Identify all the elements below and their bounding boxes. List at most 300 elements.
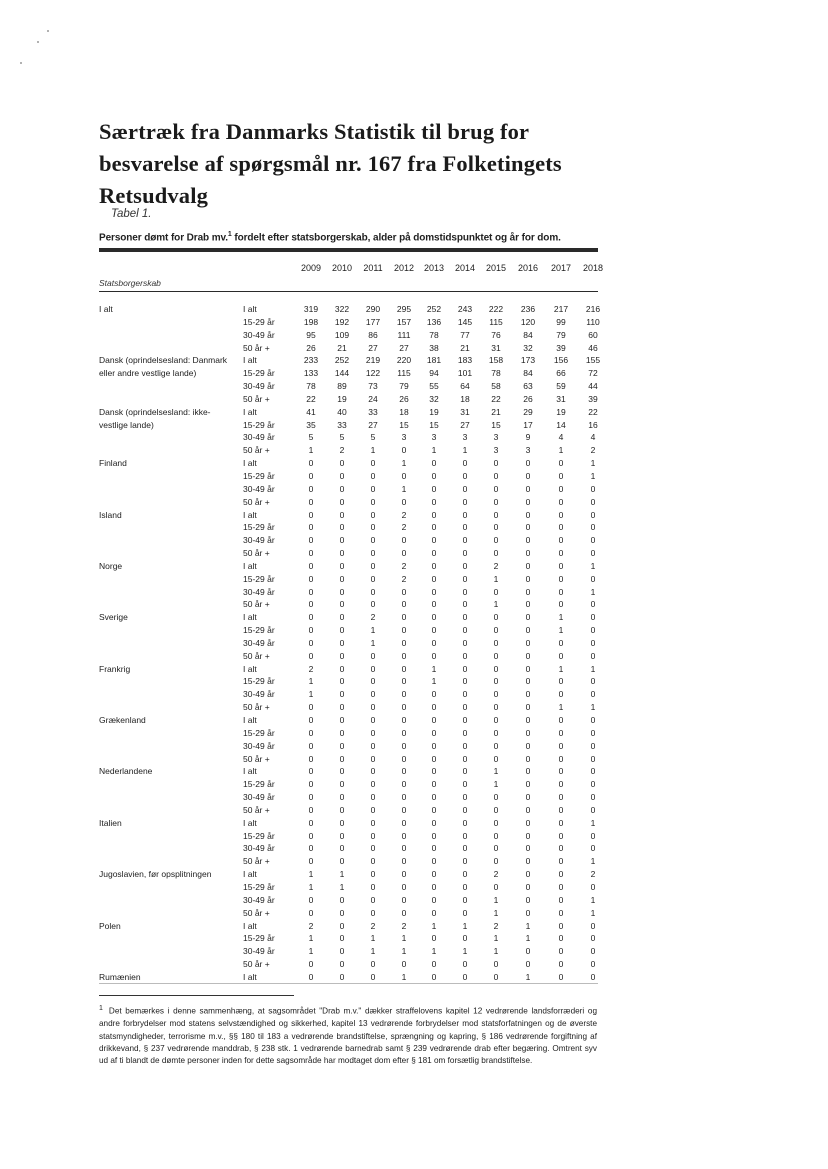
table-cell: 17 xyxy=(523,419,533,430)
table-cell: 0 xyxy=(401,881,407,892)
table-cell: 1 xyxy=(590,663,596,674)
table-cell: 0 xyxy=(590,612,596,623)
table-cell: 0 xyxy=(339,599,345,610)
table-cell: 122 xyxy=(365,368,381,379)
table-cell: 0 xyxy=(558,881,564,892)
table-cell: 1 xyxy=(525,920,531,931)
table-cell: 2 xyxy=(493,869,499,880)
table-cell: 60 xyxy=(588,329,598,340)
table-row xyxy=(0,534,828,547)
table-cell: 26 xyxy=(523,393,533,404)
table-cell: 0 xyxy=(462,971,468,982)
age-group-label: 15-29 år xyxy=(243,933,275,944)
table-cell: 192 xyxy=(334,316,350,327)
table-cell: 220 xyxy=(396,355,412,366)
table-cell: 94 xyxy=(429,368,439,379)
table-cell: 33 xyxy=(337,419,347,430)
year-header: 2009 xyxy=(300,263,322,273)
table-cell: 0 xyxy=(339,470,345,481)
footnote-rule xyxy=(99,995,294,996)
table-row xyxy=(0,611,828,624)
table-cell: 0 xyxy=(431,933,437,944)
age-group-label: 30-49 år xyxy=(243,329,275,340)
table-cell: 0 xyxy=(308,625,314,636)
table-cell: 158 xyxy=(488,355,504,366)
table-cell: 86 xyxy=(368,329,378,340)
table-cell: 1 xyxy=(525,971,531,982)
table-cell: 0 xyxy=(339,663,345,674)
table-cell: 0 xyxy=(590,625,596,636)
age-group-label: 30-49 år xyxy=(243,792,275,803)
table-cell: 0 xyxy=(339,933,345,944)
table-cell: 2 xyxy=(590,869,596,880)
table-cell: 0 xyxy=(308,470,314,481)
table-cell: 0 xyxy=(339,894,345,905)
table-row xyxy=(0,316,828,329)
table-cell: 0 xyxy=(308,907,314,918)
table-cell: 0 xyxy=(462,753,468,764)
table-cell: 0 xyxy=(308,766,314,777)
table-cell: 58 xyxy=(491,381,501,392)
table-cell: 0 xyxy=(308,740,314,751)
table-cell: 0 xyxy=(339,907,345,918)
table-cell: 0 xyxy=(493,522,499,533)
age-group-label: I alt xyxy=(243,406,257,417)
table-cell: 0 xyxy=(339,586,345,597)
table-cell: 0 xyxy=(401,766,407,777)
table-cell: 0 xyxy=(558,959,564,970)
table-cell: 0 xyxy=(493,702,499,713)
table-cell: 1 xyxy=(401,946,407,957)
table-cell: 0 xyxy=(370,894,376,905)
table-cell: 0 xyxy=(431,971,437,982)
table-cell: 1 xyxy=(370,933,376,944)
table-cell: 0 xyxy=(431,535,437,546)
table-cell: 0 xyxy=(308,548,314,559)
table-cell: 0 xyxy=(401,650,407,661)
table-row xyxy=(0,329,828,342)
table-cell: 0 xyxy=(339,766,345,777)
table-cell: 89 xyxy=(337,381,347,392)
table-cell: 0 xyxy=(431,766,437,777)
table-cell: 3 xyxy=(401,432,407,443)
table-cell: 0 xyxy=(431,496,437,507)
citizenship-label: I alt xyxy=(99,304,113,314)
table-cell: 0 xyxy=(370,881,376,892)
table-cell: 0 xyxy=(401,804,407,815)
table-cell: 319 xyxy=(303,304,319,314)
table-cell: 33 xyxy=(368,406,378,417)
table-cell: 27 xyxy=(460,419,470,430)
table-cell: 0 xyxy=(339,509,345,520)
table-cell: 0 xyxy=(590,830,596,841)
table-cell: 0 xyxy=(590,946,596,957)
age-group-label: 15-29 år xyxy=(243,727,275,738)
table-cell: 1 xyxy=(308,445,314,456)
table-cell: 0 xyxy=(525,715,531,725)
age-group-label: 30-49 år xyxy=(243,894,275,905)
citizenship-label: eller andre vestlige lande) xyxy=(99,368,197,379)
age-group-label: I alt xyxy=(243,612,257,623)
table-cell: 0 xyxy=(558,509,564,520)
table-cell: 0 xyxy=(558,727,564,738)
table-cell: 1 xyxy=(431,663,437,674)
table-cell: 0 xyxy=(339,830,345,841)
table-cell: 0 xyxy=(308,817,314,828)
citizenship-label: Rumænien xyxy=(99,971,141,982)
table-row xyxy=(0,586,828,599)
table-cell: 0 xyxy=(462,869,468,880)
table-cell: 0 xyxy=(308,830,314,841)
table-cell: 0 xyxy=(525,586,531,597)
table-row xyxy=(0,496,828,509)
table-cell: 79 xyxy=(556,329,566,340)
table-cell: 0 xyxy=(401,856,407,867)
table-cell: 0 xyxy=(558,573,564,584)
table-cell: 0 xyxy=(493,792,499,803)
table-cell: 0 xyxy=(339,920,345,931)
table-cell: 1 xyxy=(339,869,345,880)
table-cell: 0 xyxy=(590,804,596,815)
table-cell: 0 xyxy=(401,586,407,597)
citizenship-label: Finland xyxy=(99,458,127,469)
table-cell: 0 xyxy=(308,959,314,970)
table-cell: 0 xyxy=(590,971,596,982)
table-cell: 1 xyxy=(493,766,499,777)
table-cell: 0 xyxy=(431,548,437,559)
table-cell: 0 xyxy=(462,522,468,533)
table-cell: 0 xyxy=(493,689,499,700)
table-cell: 0 xyxy=(462,702,468,713)
table-cell: 0 xyxy=(493,676,499,687)
table-cell: 109 xyxy=(334,329,350,340)
table-row xyxy=(0,663,828,676)
table-cell: 0 xyxy=(462,625,468,636)
table-cell: 1 xyxy=(590,586,596,597)
table-cell: 136 xyxy=(426,316,442,327)
table-cell: 0 xyxy=(525,792,531,803)
table-cell: 0 xyxy=(339,676,345,687)
table-cell: 0 xyxy=(401,637,407,648)
table-row xyxy=(0,637,828,650)
table-cell: 0 xyxy=(590,599,596,610)
table-cell: 0 xyxy=(370,573,376,584)
table-cell: 0 xyxy=(590,548,596,559)
table-cell: 0 xyxy=(493,612,499,623)
table-caption xyxy=(99,231,561,243)
table-cell: 155 xyxy=(585,355,601,366)
age-group-label: I alt xyxy=(243,817,257,828)
table-cell: 0 xyxy=(525,830,531,841)
table-cell: 0 xyxy=(590,496,596,507)
table-cell: 0 xyxy=(401,817,407,828)
table-cell: 0 xyxy=(493,843,499,854)
table-row xyxy=(0,817,828,830)
table-cell: 0 xyxy=(525,881,531,892)
table-cell: 32 xyxy=(429,393,439,404)
table-cell: 18 xyxy=(460,393,470,404)
table-cell: 0 xyxy=(431,586,437,597)
table-row xyxy=(0,701,828,714)
table-cell: 0 xyxy=(558,496,564,507)
table-cell: 0 xyxy=(462,881,468,892)
table-cell: 1 xyxy=(431,445,437,456)
table-cell: 0 xyxy=(431,612,437,623)
table-cell: 0 xyxy=(525,650,531,661)
table-cell: 0 xyxy=(462,689,468,700)
table-cell: 198 xyxy=(303,316,319,327)
table-row xyxy=(0,650,828,663)
table-cell: 0 xyxy=(493,496,499,507)
age-group-label: I alt xyxy=(243,458,257,469)
table-cell: 1 xyxy=(493,599,499,610)
table-cell: 0 xyxy=(525,753,531,764)
table-cell: 0 xyxy=(401,959,407,970)
age-group-label: 50 år + xyxy=(243,548,270,559)
age-group-label: 15-29 år xyxy=(243,419,275,430)
table-row xyxy=(0,380,828,393)
table-cell: 0 xyxy=(525,676,531,687)
table-cell: 2 xyxy=(401,920,407,931)
table-row xyxy=(0,483,828,496)
table-cell: 0 xyxy=(493,663,499,674)
table-cell: 0 xyxy=(493,548,499,559)
table-cell: 44 xyxy=(588,381,598,392)
table-cell: 0 xyxy=(558,676,564,687)
table-cell: 0 xyxy=(339,792,345,803)
table-cell: 1 xyxy=(431,920,437,931)
table-cell: 5 xyxy=(370,432,376,443)
table-cell: 0 xyxy=(370,971,376,982)
table-cell: 0 xyxy=(590,522,596,533)
table-cell: 0 xyxy=(370,535,376,546)
table-cell: 0 xyxy=(401,830,407,841)
table-cell: 0 xyxy=(308,702,314,713)
table-cell: 72 xyxy=(588,368,598,379)
table-cell: 0 xyxy=(525,689,531,700)
table-cell: 0 xyxy=(339,946,345,957)
table-cell: 0 xyxy=(431,522,437,533)
table-cell: 0 xyxy=(493,637,499,648)
table-cell: 21 xyxy=(491,406,501,417)
table-row xyxy=(0,842,828,855)
table-cell: 0 xyxy=(525,779,531,790)
table-cell: 0 xyxy=(370,740,376,751)
table-cell: 0 xyxy=(558,535,564,546)
table-row xyxy=(0,444,828,457)
table-cell: 0 xyxy=(370,792,376,803)
citizenship-label: Island xyxy=(99,509,122,520)
table-cell: 0 xyxy=(370,804,376,815)
table-cell: 3 xyxy=(462,432,468,443)
table-cell: 0 xyxy=(401,907,407,918)
table-cell: 1 xyxy=(558,625,564,636)
table-row xyxy=(0,675,828,688)
table-cell: 3 xyxy=(431,432,437,443)
table-cell: 0 xyxy=(462,817,468,828)
age-group-label: 50 år + xyxy=(243,599,270,610)
table-cell: 0 xyxy=(493,715,499,725)
table-cell: 0 xyxy=(525,663,531,674)
table-cell: 0 xyxy=(401,702,407,713)
table-cell: 0 xyxy=(590,509,596,520)
table-row xyxy=(0,560,828,573)
table-cell: 0 xyxy=(370,907,376,918)
table-cell: 2 xyxy=(590,445,596,456)
table-cell: 0 xyxy=(431,894,437,905)
table-cell: 84 xyxy=(523,329,533,340)
table-cell: 0 xyxy=(339,650,345,661)
citizenship-label: Sverige xyxy=(99,612,128,623)
table-cell: 0 xyxy=(339,637,345,648)
table-row xyxy=(0,791,828,804)
year-header: 2012 xyxy=(393,263,415,273)
table-cell: 0 xyxy=(558,933,564,944)
age-group-label: 50 år + xyxy=(243,753,270,764)
table-cell: 0 xyxy=(431,727,437,738)
age-group-label: 50 år + xyxy=(243,907,270,918)
year-header-row xyxy=(0,263,828,277)
table-cell: 0 xyxy=(525,740,531,751)
table-cell: 0 xyxy=(431,509,437,520)
table-cell: 31 xyxy=(491,342,501,353)
table-cell: 0 xyxy=(401,676,407,687)
table-cell: 145 xyxy=(457,316,473,327)
table-cell: 0 xyxy=(525,637,531,648)
table-cell: 1 xyxy=(558,612,564,623)
table-cell: 181 xyxy=(426,355,442,366)
table-cell: 0 xyxy=(525,483,531,494)
table-cell: 27 xyxy=(399,342,409,353)
table-cell: 0 xyxy=(308,522,314,533)
table-cell: 0 xyxy=(590,676,596,687)
table-cell: 0 xyxy=(525,548,531,559)
table-cell: 0 xyxy=(401,496,407,507)
table-cell: 0 xyxy=(493,586,499,597)
table-cell: 0 xyxy=(525,817,531,828)
age-group-label: 15-29 år xyxy=(243,830,275,841)
table-cell: 1 xyxy=(401,458,407,469)
table-cell: 0 xyxy=(339,702,345,713)
table-cell: 1 xyxy=(462,946,468,957)
scan-speck xyxy=(37,41,39,43)
table-cell: 2 xyxy=(370,920,376,931)
table-cell: 0 xyxy=(525,560,531,571)
table-row xyxy=(0,894,828,907)
table-cell: 0 xyxy=(558,907,564,918)
table-cell: 0 xyxy=(431,843,437,854)
table-cell: 0 xyxy=(401,445,407,456)
table-cell: 1 xyxy=(370,625,376,636)
table-cell: 19 xyxy=(429,406,439,417)
table-cell: 133 xyxy=(303,368,319,379)
table-cell: 27 xyxy=(368,342,378,353)
table-cell: 0 xyxy=(493,727,499,738)
table-cell: 243 xyxy=(457,304,473,314)
table-cell: 0 xyxy=(590,753,596,764)
age-group-label: 50 år + xyxy=(243,702,270,713)
table-cell: 0 xyxy=(401,548,407,559)
table-cell: 66 xyxy=(556,368,566,379)
table-cell: 0 xyxy=(558,740,564,751)
table-cell: 0 xyxy=(339,573,345,584)
table-cell: 0 xyxy=(339,727,345,738)
table-row xyxy=(0,624,828,637)
table-cell: 0 xyxy=(558,715,564,725)
table-cell: 0 xyxy=(339,715,345,725)
table-cell: 0 xyxy=(462,740,468,751)
table-cell: 1 xyxy=(308,946,314,957)
table-cell: 3 xyxy=(525,445,531,456)
table-row xyxy=(0,920,828,933)
table-cell: 77 xyxy=(460,329,470,340)
table-cell: 0 xyxy=(558,804,564,815)
table-cell: 15 xyxy=(491,419,501,430)
table-cell: 0 xyxy=(525,843,531,854)
table-cell: 0 xyxy=(462,483,468,494)
age-group-label: 15-29 år xyxy=(243,522,275,533)
age-group-label: 30-49 år xyxy=(243,946,275,957)
table-cell: 0 xyxy=(370,548,376,559)
citizenship-label: Polen xyxy=(99,920,121,931)
age-group-label: 15-29 år xyxy=(243,881,275,892)
table-cell: 0 xyxy=(431,830,437,841)
table-cell: 0 xyxy=(558,779,564,790)
table-row xyxy=(0,881,828,894)
table-cell: 78 xyxy=(306,381,316,392)
table-cell: 144 xyxy=(334,368,350,379)
table-cell: 252 xyxy=(334,355,350,366)
age-group-label: 50 år + xyxy=(243,650,270,661)
table-cell: 0 xyxy=(558,548,564,559)
table-cell: 0 xyxy=(462,715,468,725)
table-cell: 0 xyxy=(462,894,468,905)
table-cell: 0 xyxy=(339,548,345,559)
table-cell: 0 xyxy=(431,779,437,790)
age-group-label: I alt xyxy=(243,355,257,366)
table-cell: 0 xyxy=(462,560,468,571)
table-row xyxy=(0,367,828,380)
table-cell: 0 xyxy=(308,458,314,469)
table-row xyxy=(0,727,828,740)
table-cell: 0 xyxy=(339,522,345,533)
age-group-label: 30-49 år xyxy=(243,381,275,392)
table-cell: 0 xyxy=(308,843,314,854)
table-cell: 0 xyxy=(339,689,345,700)
table-row xyxy=(0,907,828,920)
table-cell: 2 xyxy=(401,573,407,584)
table-cell: 0 xyxy=(431,753,437,764)
table-cell: 0 xyxy=(525,702,531,713)
table-cell: 21 xyxy=(337,342,347,353)
table-cell: 0 xyxy=(339,483,345,494)
table-cell: 0 xyxy=(308,586,314,597)
table-cell: 95 xyxy=(306,329,316,340)
table-cell: 1 xyxy=(493,907,499,918)
table-cell: 1 xyxy=(493,894,499,905)
table-cell: 0 xyxy=(401,663,407,674)
table-cell: 0 xyxy=(339,804,345,815)
table-cell: 0 xyxy=(493,817,499,828)
table-cell: 0 xyxy=(493,804,499,815)
table-cell: 19 xyxy=(556,406,566,417)
table-cell: 0 xyxy=(370,727,376,738)
table-cell: 0 xyxy=(370,702,376,713)
footnote xyxy=(99,1003,597,1068)
table-cell: 4 xyxy=(558,432,564,443)
table-cell: 0 xyxy=(308,856,314,867)
year-header: 2011 xyxy=(363,263,383,273)
